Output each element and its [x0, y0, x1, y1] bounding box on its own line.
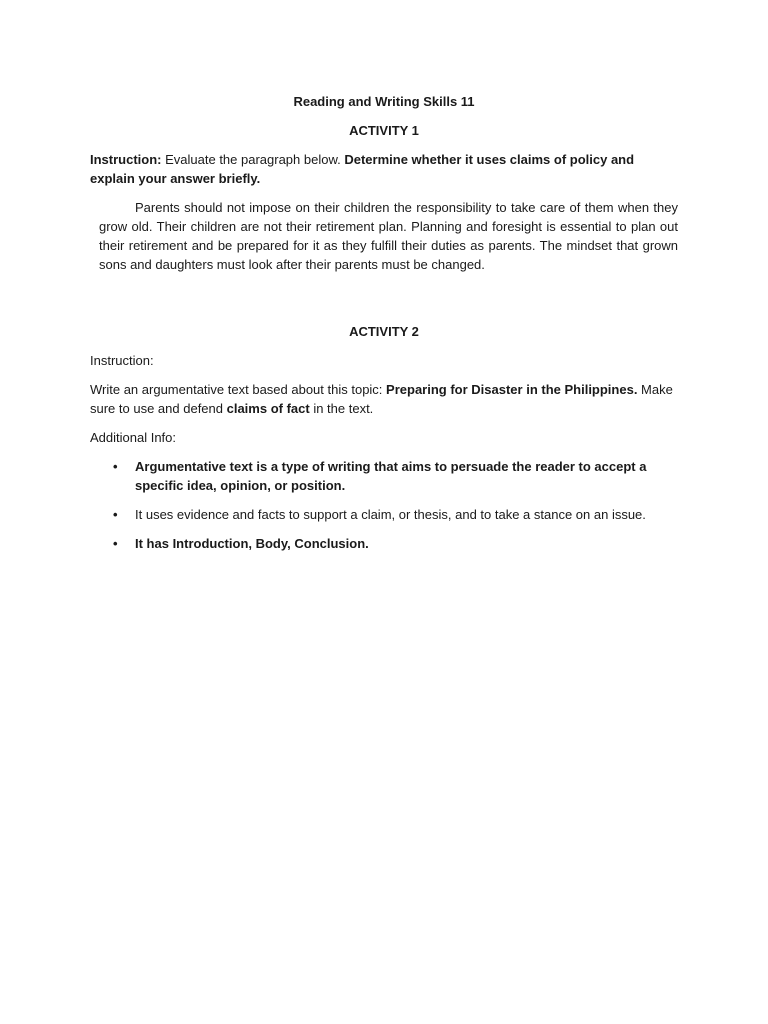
task-claims: claims of fact: [226, 401, 310, 416]
document-title: Reading and Writing Skills 11: [293, 94, 475, 109]
activity-1-instruction: [90, 150, 678, 188]
additional-info-list: [90, 457, 678, 553]
list-item-text: It has Introduction, Body, Conclusion.: [135, 536, 369, 551]
list-item: [113, 505, 678, 524]
additional-info-label: Additional Info:: [90, 430, 177, 445]
instruction-label: Instruction:: [90, 152, 162, 167]
list-item: [113, 457, 678, 495]
activity-2-heading: ACTIVITY 2: [349, 324, 419, 339]
list-item-text: Argumentative text is a type of writing that aims to persuade the reader to accept a specific idea, opinion, or position.: [135, 459, 647, 493]
list-item-text: It uses evidence and facts to support a claim, or thesis, and to take a stance on an issue.: [135, 507, 646, 522]
list-item: [113, 534, 678, 553]
task-text-1: Write an argumentative text based about this topic:: [90, 382, 387, 397]
instruction-text: Evaluate the paragraph below.: [161, 152, 345, 167]
spacer: [90, 284, 678, 322]
evaluation-paragraph: Parents should not impose on their children the responsibility to take care of them when they grow old. Their children are not their retirement plan. Planning and foresight is essential to plan out their retirement and be prepared for it as they fulfill their duties as parents. The mindset that grown sons and daughters must look after their parents must be changed.: [99, 200, 678, 272]
activity-2-task: [90, 380, 678, 418]
activity-2-instruction-label: Instruction:: [90, 353, 154, 368]
bullet-icon: •: [113, 536, 118, 551]
task-topic: Preparing for Disaster in the Philippines.: [386, 382, 638, 397]
bullet-icon: •: [113, 459, 118, 474]
task-text-2: Make sure to use and defend: [90, 382, 673, 416]
instruction-bold-text: Determine whether it uses claims of policy and explain your answer briefly.: [90, 152, 635, 186]
bullet-icon: •: [113, 507, 118, 522]
activity-1-heading: ACTIVITY 1: [349, 123, 419, 138]
task-text-3: in the text.: [309, 401, 374, 416]
